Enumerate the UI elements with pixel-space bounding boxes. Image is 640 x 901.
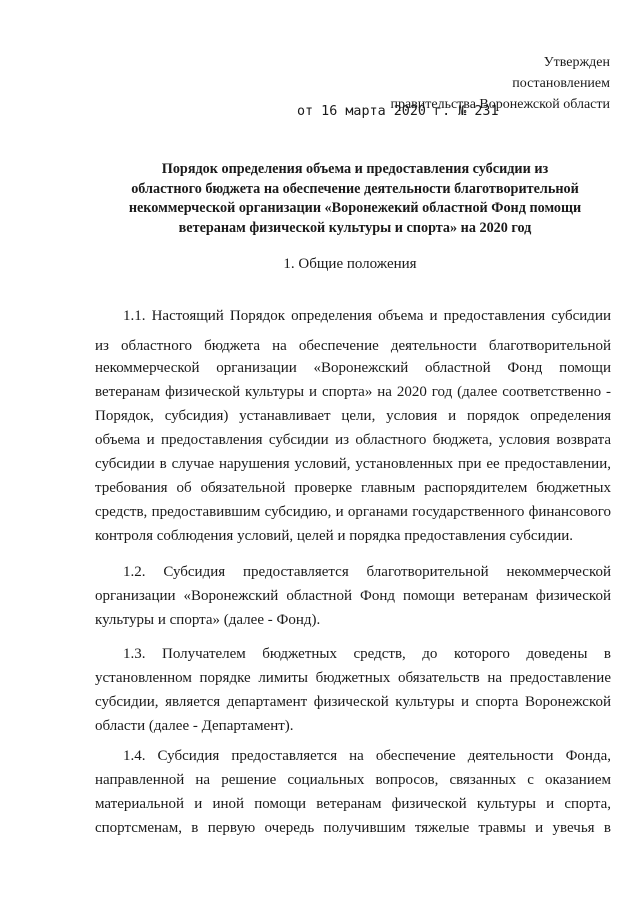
approval-line: Утвержден xyxy=(543,55,610,70)
text-line: некоммерческой организации «Воронежский областной Фонд помощи xyxy=(95,360,611,376)
text-line: культуры и спорта» (далее - Фонд). xyxy=(95,612,321,628)
text-line: объема и предоставления субсидии из областного бюджета, условия возврата xyxy=(95,432,611,448)
approval-line: постановлением xyxy=(512,76,610,91)
approval-line: правительства Воронежской области xyxy=(390,97,610,112)
document-title xyxy=(95,160,615,238)
text-line: 1.3. Получателем бюджетных средств, до которого доведены в xyxy=(123,646,611,662)
text-line: 1.1. Настоящий Порядок определения объема и предоставления субсидии xyxy=(123,308,611,324)
text-line: спортсменам, в первую очередь получившим тяжелые травмы и увечья в xyxy=(95,820,611,836)
text-line: материальной и иной помощи ветеранам физической культуры и спорта, xyxy=(95,796,611,812)
text-line: области (далее - Департамент). xyxy=(95,718,294,734)
text-line: направленной на решение социальных вопросов, связанных с оказанием xyxy=(95,772,611,788)
text-line: 1.2. Субсидия предоставляется благотворительной некоммерческой xyxy=(123,564,611,580)
section-heading: 1. Общие положения xyxy=(283,256,417,272)
text-line: установленном порядке лимиты бюджетных обязательств на предоставление xyxy=(95,670,611,686)
text-line: субсидии в случае нарушения условий, установленных при ее предоставлении, xyxy=(95,456,611,472)
text-line: 1.4. Субсидия предоставляется на обеспечение деятельности Фонда, xyxy=(123,748,611,764)
title-line: Порядок определения объема и предоставления субсидии из xyxy=(161,161,549,177)
title-line: областного бюджета на обеспечение деятельности благотворительной xyxy=(131,180,579,197)
text-line: ветеранам физической культуры и спорта» на 2020 год (далее соответственно - xyxy=(95,384,611,400)
title-line: некоммерческой организации «Воронежекий областной Фонд помощи xyxy=(128,200,582,216)
text-line: субсидии, является департамент физической культуры и спорта Воронежской xyxy=(95,694,611,710)
text-line: средств, предоставившим субсидию, и органами государственного финансового xyxy=(95,504,611,520)
text-line: организации «Воронежский областной Фонд помощи ветеранам физической xyxy=(95,588,611,604)
text-line: контроля соблюдения условий, целей и порядка предоставления субсидии. xyxy=(95,528,574,544)
text-line: требования об обязательной проверке главным распорядителем бюджетных xyxy=(95,480,611,496)
approval-date: от 16 марта 2020 г. № 231 xyxy=(297,104,499,119)
title-line: ветеранам физической культуры и спорта» на 2020 год xyxy=(178,219,532,236)
text-line: из областного бюджета на обеспечение деятельности благотворительной xyxy=(95,338,611,354)
text-line: Порядок, субсидия) устанавливает цели, условия и порядок определения xyxy=(95,408,611,424)
